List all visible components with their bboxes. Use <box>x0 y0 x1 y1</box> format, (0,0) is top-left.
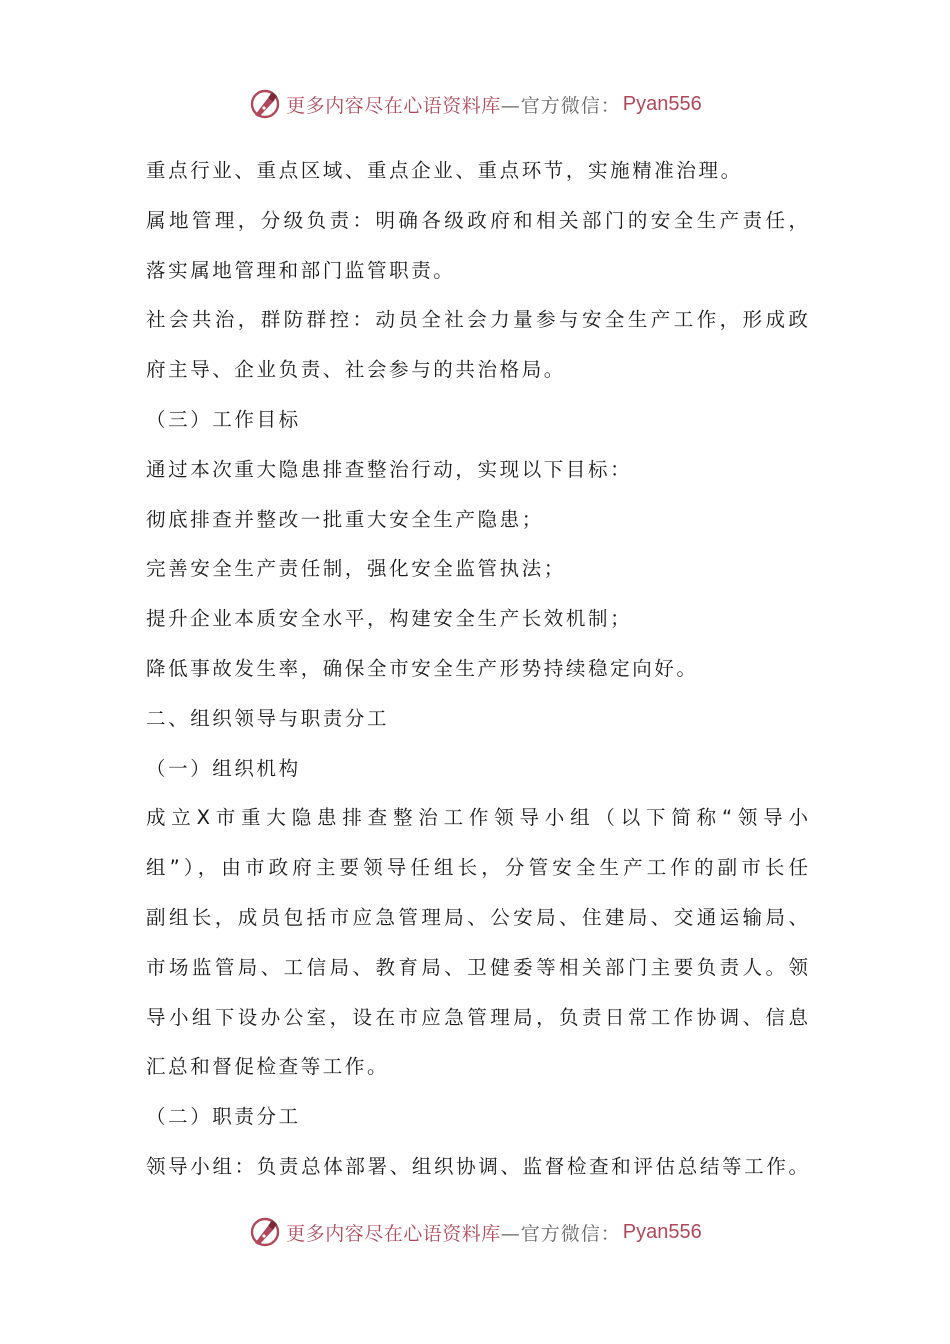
banner-official-text: —官方微信： <box>500 1222 621 1245</box>
banner-wechat-id: Pyan556 <box>622 92 702 115</box>
section-heading: 二、组织领导与职责分工 <box>146 706 390 730</box>
paragraph-line: 完善安全生产责任制，强化安全监管执法； <box>146 557 566 581</box>
document-body <box>146 146 808 1192</box>
paragraph-line: 领导小组：负责总体部署、组织协调、监督检查和评估总结等工作。 <box>146 1154 808 1178</box>
banner-main-text: 更多内容尽在心语资料库 <box>286 1222 501 1245</box>
paragraph-line: 社会共治，群防群控：动员全社会力量参与安全生产工作，形成政 <box>146 308 808 332</box>
paragraph-line: 汇总和督促检查等工作。 <box>146 1055 390 1079</box>
paragraph-line: 重点行业、重点区域、重点企业、重点环节，实施精准治理。 <box>146 159 743 182</box>
paragraph-line: 落实属地管理和部门监管职责。 <box>146 258 456 282</box>
paragraph-line: 组”），由市政府主要领导任组长，分管安全生产工作的副市长任 <box>146 856 808 880</box>
paragraph-line: 彻底排查并整改一批重大安全生产隐患； <box>146 507 544 531</box>
paragraph-line: 降低事故发生率，确保全市安全生产形势持续稳定向好。 <box>146 656 699 680</box>
banner-wechat-id: Pyan556 <box>622 1220 702 1243</box>
paragraph-line: 导小组下设办公室，设在市应急管理局，负责日常工作协调、信息 <box>146 1005 808 1029</box>
paragraph-line: 通过本次重大隐患排查整治行动，实现以下目标： <box>146 457 633 481</box>
banner-main-text: 更多内容尽在心语资料库 <box>286 94 501 117</box>
section-heading: （三）工作目标 <box>146 407 301 431</box>
paragraph-line: 成立X市重大隐患排查整治工作领导小组（以下简称“领导小 <box>146 806 808 830</box>
section-heading: （一）组织机构 <box>146 756 301 780</box>
paragraph-line: 府主导、企业负责、社会参与的共治格局。 <box>146 358 566 382</box>
pen-nib-logo-icon <box>248 1215 282 1249</box>
section-heading: （二）职责分工 <box>146 1105 301 1129</box>
paragraph-line: 副组长，成员包括市应急管理局、公安局、住建局、交通运输局、 <box>146 905 808 929</box>
banner-official-text: —官方微信： <box>500 94 621 117</box>
paragraph-line: 属地管理，分级负责：明确各级政府和相关部门的安全生产责任， <box>146 208 808 232</box>
paragraph-line: 市场监管局、工信局、教育局、卫健委等相关部门主要负责人。领 <box>146 955 808 979</box>
paragraph-line: 提升企业本质安全水平，构建安全生产长效机制； <box>146 607 633 631</box>
header-watermark-banner <box>0 84 950 124</box>
pen-nib-logo-icon <box>248 87 282 121</box>
footer-watermark-banner <box>0 1212 950 1252</box>
